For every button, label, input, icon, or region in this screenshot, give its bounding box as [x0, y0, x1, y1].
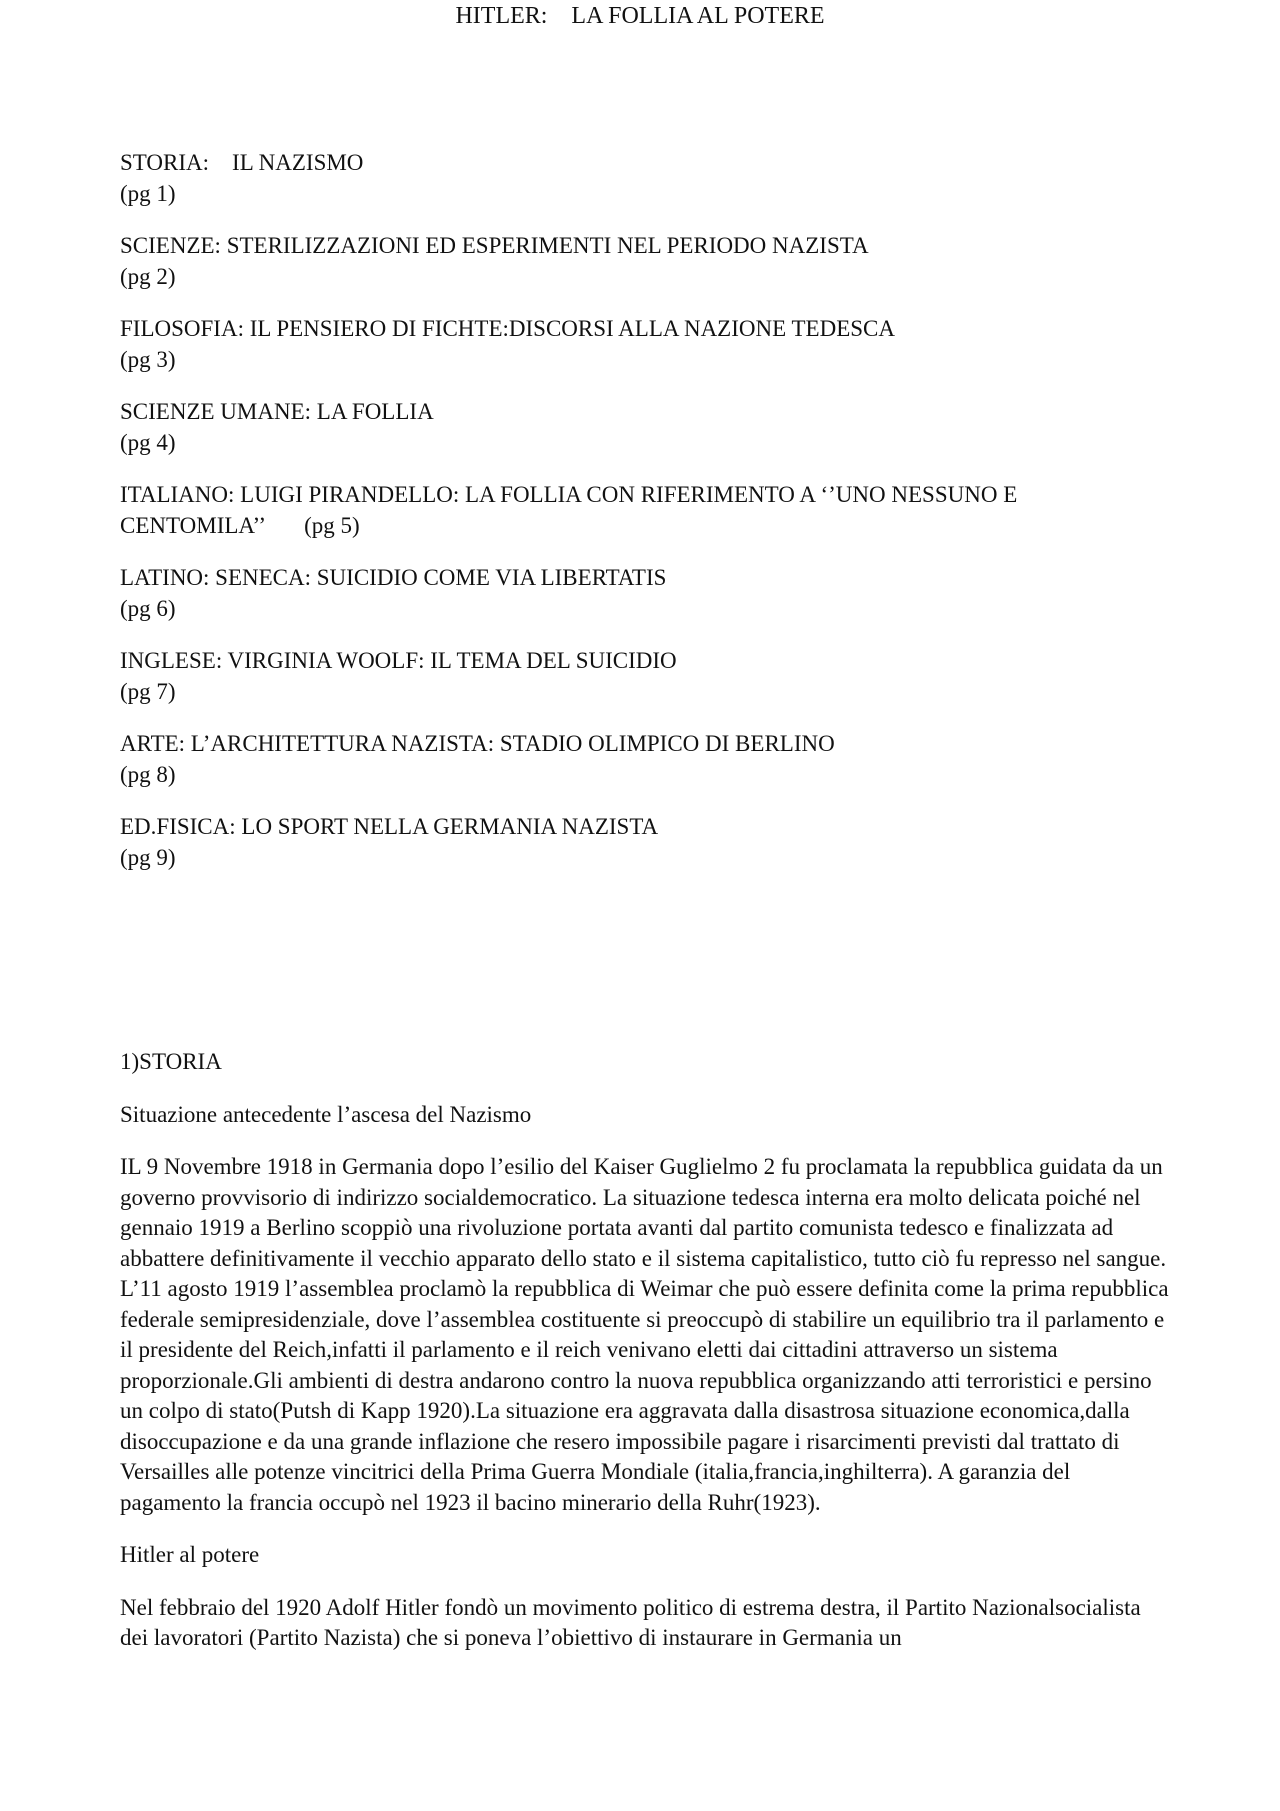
toc-page-number: (pg 5): [304, 512, 360, 538]
toc-entry-italiano: [120, 480, 1170, 541]
toc-page-number: (pg 7): [120, 678, 176, 704]
toc-entry-filosofia: [120, 314, 1170, 375]
toc-subject: ITALIANO: LUIGI PIRANDELLO: LA FOLLIA CON RIFERIMENTO A ‘’UNO NESSUNO E CENTOMILA’’: [120, 482, 1023, 538]
toc-entry-ed-fisica: [120, 812, 1170, 873]
toc-subject: FILOSOFIA: IL PENSIERO DI FICHTE:DISCORSI ALLA NAZIONE TEDESCA: [120, 316, 895, 341]
subheading-antecedente: Situazione antecedente l’ascesa del Nazismo: [120, 1101, 532, 1127]
paragraph-partito-nazista: Nel febbraio del 1920 Adolf Hitler fondò un movimento politico di estrema destra, il Partito Nazionalsocialista dei lavoratori (Partito Nazista) che si poneva l’obiettivo di instaurare in Germania un: [120, 1594, 1141, 1650]
toc-subject: ARTE: L’ARCHITETTURA NAZISTA: STADIO OLIMPICO DI BERLINO: [120, 731, 835, 756]
subheading-hitler-al-potere: Hitler al potere: [120, 1542, 260, 1567]
toc-page-number: (pg 8): [120, 761, 176, 787]
toc-entry-arte: [120, 729, 1170, 790]
toc-subject: STORIA: IL NAZISMO: [120, 150, 364, 175]
toc-page-number: (pg 1): [120, 180, 176, 206]
toc-page-number: (pg 3): [120, 346, 176, 372]
paragraph-weimar: IL 9 Novembre 1918 in Germania dopo l’esilio del Kaiser Guglielmo 2 fu proclamata la repubblica guidata da un governo provvisorio di indirizzo socialdemocratico. La situazione tedesca interna era molto delicata poiché nel gennaio 1919 a Berlino scoppiò una rivoluzione portata avanti dal partito comunista tedesco e finalizzata ad abbattere definitivamente il vecchio apparato dello stato e il sistema capitalistico, tutto ciò fu represso nel sangue. L’11 agosto 1919 l’assemblea proclamò la repubblica di Weimar che può essere definita come la prima repubblica federale semipresidenziale, dove l’assemblea costituente si preoccupò di stabilire un equilibrio tra il parlamento e il presidente del Reich,infatti il parlamento e il reich venivano eletti dai cittadini attraverso un sistema proporzionale.Gli ambienti di destra andarono contro la nuova repubblica organizzando atti terroristici e persino un colpo di stato(Putsh di Kapp 1920).La situazione era aggravata dalla disastrosa situazione economica,dalla disoccupazione e da una grande inflazione che resero impossibile pagare i risarcimenti previsti dal trattato di Versailles alle potenze vincitrici della Prima Guerra Mondiale (italia,francia,inghilterra). A garanzia del pagamento la francia occupò nel 1923 il bacino minerario della Ruhr(1923).: [120, 1154, 1169, 1515]
toc-subject: LATINO: SENECA: SUICIDIO COME VIA LIBERTATIS: [120, 565, 667, 590]
toc-page-number: (pg 4): [120, 429, 176, 455]
table-of-contents: [120, 148, 1170, 895]
toc-subject: INGLESE: VIRGINIA WOOLF: IL TEMA DEL SUICIDIO: [120, 648, 677, 673]
toc-page-number: (pg 6): [120, 595, 176, 621]
document-title: HITLER: LA FOLLIA AL POTERE: [455, 3, 825, 29]
toc-subject: SCIENZE: STERILIZZAZIONI ED ESPERIMENTI NEL PERIODO NAZISTA: [120, 233, 869, 258]
toc-page-number: (pg 2): [120, 263, 176, 289]
section-heading: 1)STORIA: [120, 1049, 222, 1074]
toc-entry-storia: [120, 148, 1170, 209]
toc-subject: ED.FISICA: LO SPORT NELLA GERMANIA NAZISTA: [120, 814, 659, 839]
toc-subject: SCIENZE UMANE: LA FOLLIA: [120, 399, 434, 424]
toc-entry-scienze: [120, 231, 1170, 292]
toc-entry-scienze-umane: [120, 397, 1170, 458]
toc-entry-inglese: [120, 646, 1170, 707]
toc-page-number: (pg 9): [120, 844, 176, 870]
toc-entry-latino: [120, 563, 1170, 624]
section-storia: [120, 1047, 1170, 1676]
